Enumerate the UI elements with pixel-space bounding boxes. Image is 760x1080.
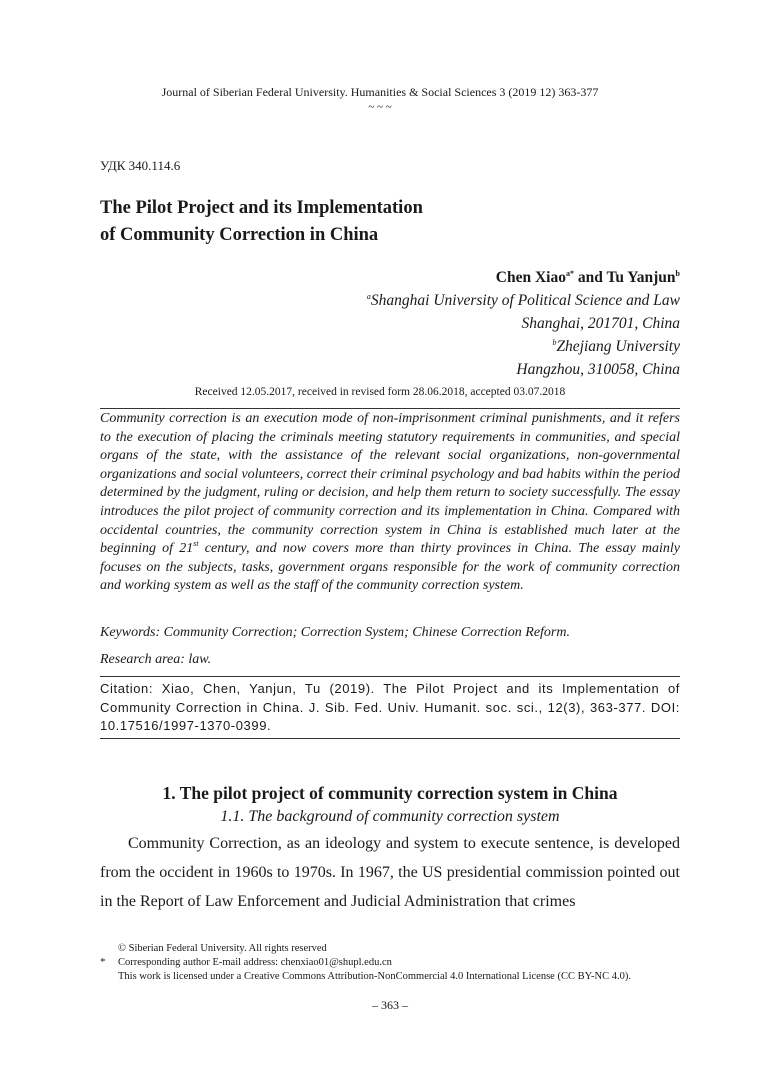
corresponding-note: Corresponding author E-mail address: chenxiao01@shupl.edu.cn [118, 957, 392, 968]
abstract-sup: st [193, 539, 199, 549]
author-conjunction: and [573, 269, 607, 286]
research-area: Research area: law. [100, 652, 212, 667]
abstract-top-rule [100, 408, 680, 409]
affiliation-b-city: Hangzhou, 310058, China [516, 361, 680, 378]
affiliation-a [367, 289, 680, 312]
copyright-note: © Siberian Federal University. All rights reserved [118, 943, 327, 954]
header-ornament: ~ ~ ~ [368, 101, 392, 113]
title-line-2: of Community Correction in China [100, 225, 379, 245]
author-2-sup: b [675, 269, 680, 278]
keywords: Keywords: Community Correction; Correction System; Chinese Correction Reform. [100, 625, 570, 640]
abstract [100, 410, 680, 596]
paper-title [100, 195, 660, 249]
section-heading: 1. The pilot project of community correction system in China [162, 783, 618, 803]
abstract-text-2: century, and now covers more than thirty provinces in China. The essay mainly focuses on the subjects, tasks, government organs responsible for the work of community correction and working system as well as the staff of the community correction system. [100, 541, 680, 594]
subsection-heading: 1.1. The background of community correction system [220, 808, 560, 825]
author-1: Chen Xiao [495, 269, 566, 286]
footnote-star: * [100, 956, 106, 968]
affiliation-a-name: Shanghai University of Political Science and Law [370, 292, 680, 309]
license-note: This work is licensed under a Creative Commons Attribution-NonCommercial 4.0 International License (CC BY-NC 4.0). [118, 971, 631, 982]
author-1-sup: a* [565, 269, 574, 278]
citation-top-rule [100, 676, 680, 677]
author-names [367, 266, 680, 289]
affiliation-a-sup: a [366, 292, 371, 301]
udk-code: УДК 340.114.6 [100, 158, 181, 173]
affiliation-b-name: Zhejiang University [556, 338, 680, 355]
body-paragraph: Community Correction, as an ideology and system to execute sentence, is developed from the occident in 1960s to 1970s. In 1967, the US presidential commission pointed out in the Report of Law Enforcement and Judicial Administration that crimes [100, 835, 680, 910]
page-number: – 363 – [372, 998, 408, 1012]
abstract-text-1: Community correction is an execution mode of non-imprisonment criminal punishments, and it refers to the execution of placing the criminals meeting statutory requirements in communities, and special organs of the state, with the assistance of the relevant social organizations, non-governmental organizations and social volunteers, correct their criminal psychology and bad habits within the period determined by the judgment, ruling or decision, and help them return to society successfully. The essay introduces the pilot project of community correction and its implementation in China. Compared with occidental countries, the community correction system in China is established much later at the beginning of 21 [100, 411, 680, 557]
author-block [367, 266, 680, 381]
affiliation-b [367, 335, 680, 358]
author-2: Tu Yanjun [606, 269, 676, 286]
affiliation-a-city: Shanghai, 201701, China [521, 315, 680, 332]
affiliation-b-sup: b [552, 338, 557, 347]
citation-bottom-rule [100, 738, 680, 739]
citation: Citation: Xiao, Chen, Yanjun, Tu (2019). The Pilot Project and its Implementation of Community Correction in China. J. Sib. Fed. Univ. Humanit. soc. sci., 12(3), 363-377. DOI: 10.17516/1997-1370-0399. [100, 681, 680, 733]
footnotes [118, 942, 718, 984]
received-dates: Received 12.05.2017, received in revised form 28.06.2018, accepted 03.07.2018 [194, 386, 566, 398]
title-line-1: The Pilot Project and its Implementation [100, 198, 423, 218]
journal-header: Journal of Siberian Federal University. Humanities & Social Sciences 3 (2019 12) 363-377 [161, 85, 599, 99]
